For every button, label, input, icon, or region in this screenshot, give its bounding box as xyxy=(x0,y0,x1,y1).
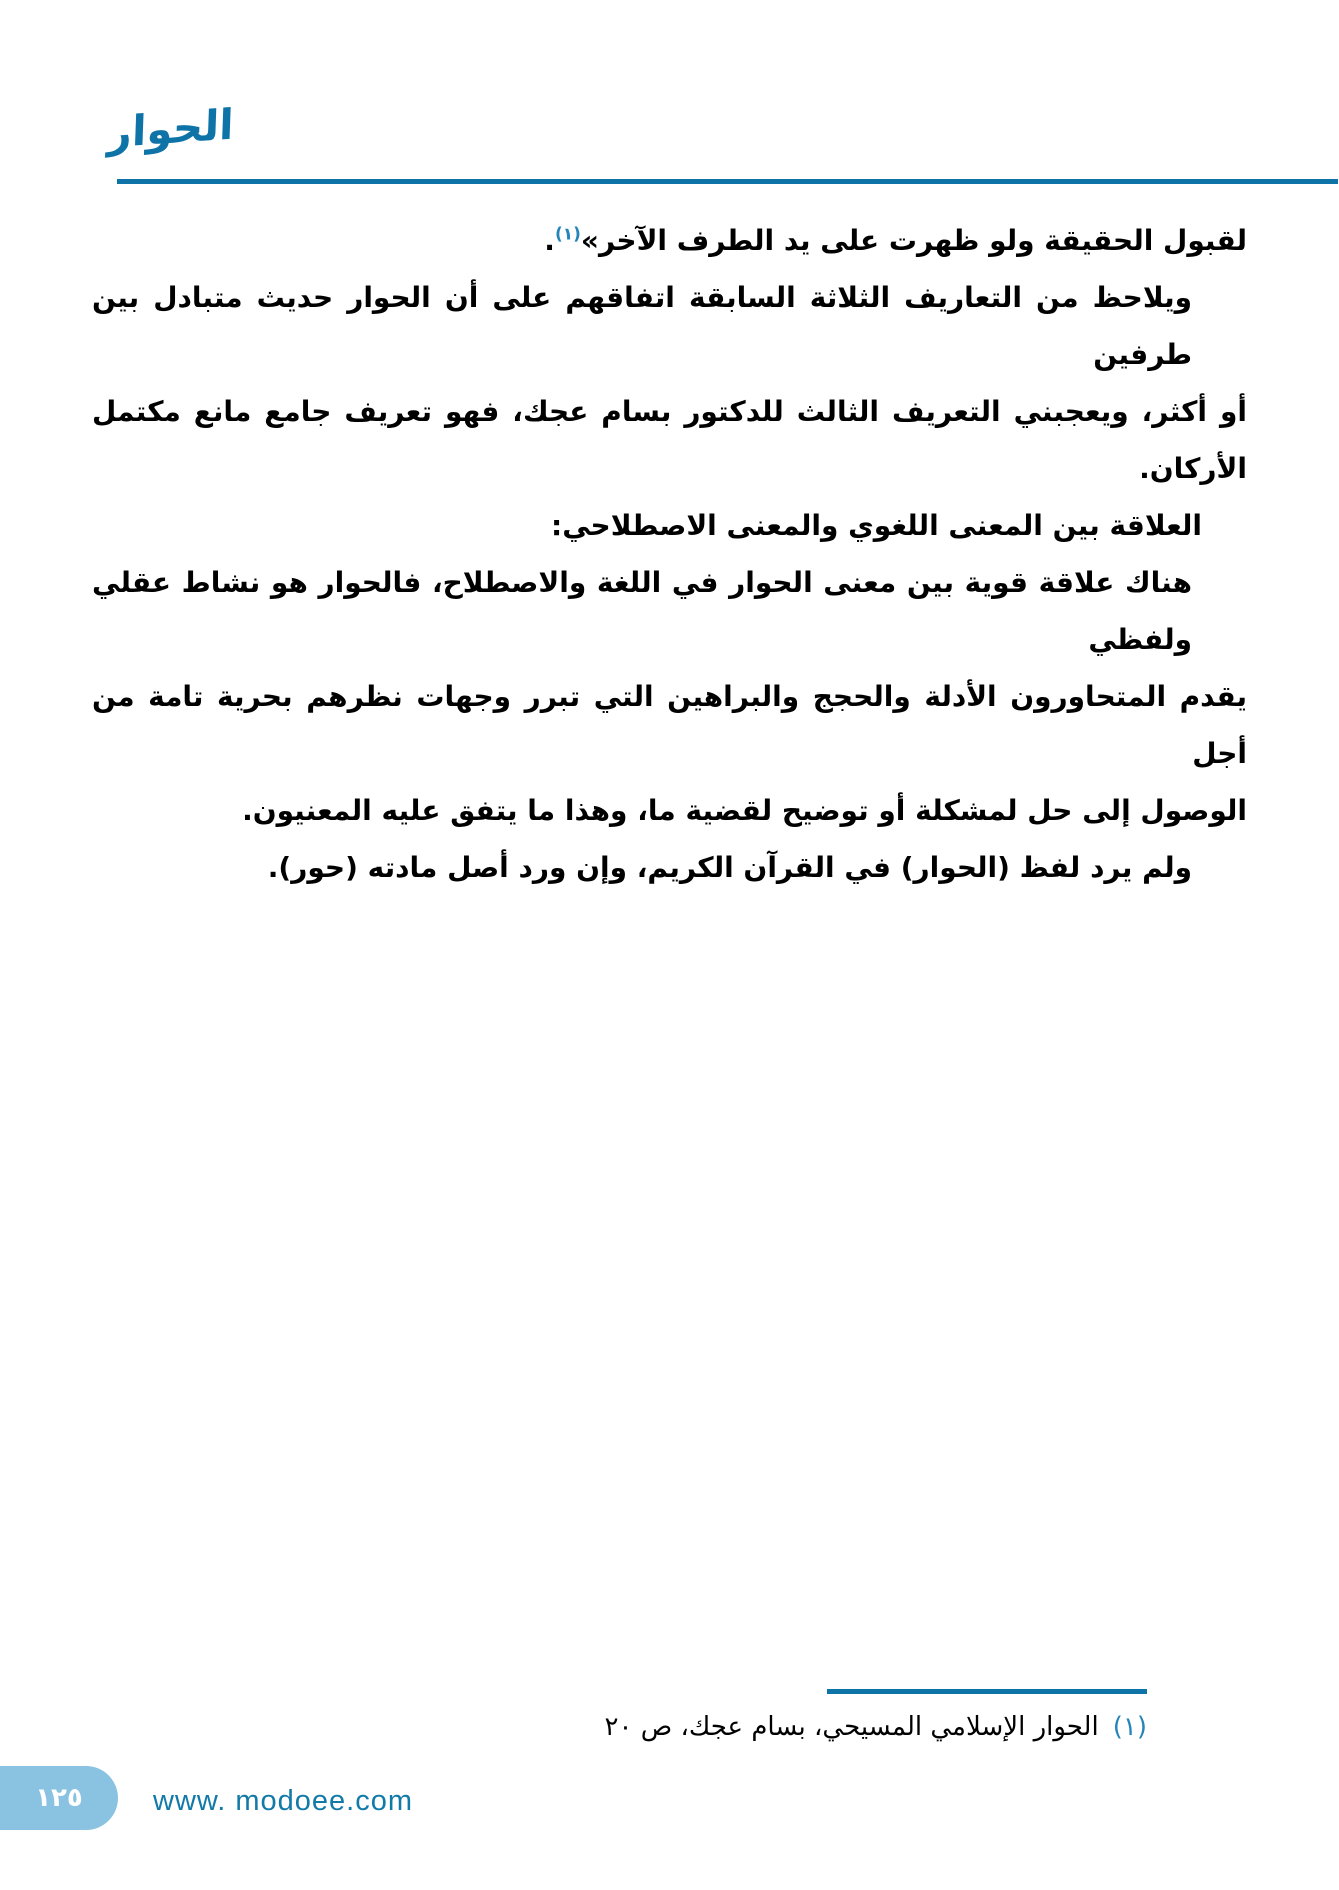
quote-end-period: . xyxy=(544,224,555,257)
footnote-text: الحوار الإسلامي المسيحي، بسام عجك، ص ٢٠ xyxy=(604,1712,1099,1742)
page-number: ١٢٥ xyxy=(35,1783,83,1813)
body-text-block xyxy=(92,212,1247,896)
paragraph2-line3: الوصول إلى حل لمشكلة أو توضيح لقضية ما، وهذا ما يتفق عليه المعنيون. xyxy=(242,794,1247,827)
website-url: www. modoee.com xyxy=(153,1785,413,1817)
chapter-calligraphy-logo: الحوار xyxy=(106,99,235,158)
footnote-reference-marker: (١) xyxy=(554,224,581,245)
quote-end-line xyxy=(92,212,1247,269)
paragraph3-line1: ولم يرد لفظ (الحوار) في القرآن الكريم، وإن ورد أصل مادته (حور). xyxy=(267,851,1192,884)
footnote xyxy=(605,1703,1147,1751)
quote-end-text: لقبول الحقيقة ولو ظهرت على يد الطرف الآخر» xyxy=(580,224,1247,257)
section-heading: العلاقة بين المعنى اللغوي والمعنى الاصطلاحي: xyxy=(551,509,1202,542)
paragraph1-line3: الأركان. xyxy=(1139,452,1247,485)
paragraph2-line1: هناك علاقة قوية بين معنى الحوار في اللغة والاصطلاح، فالحوار هو نشاط عقلي ولفظي xyxy=(92,566,1192,656)
paragraph1-line2: أو أكثر، ويعجبني التعريف الثالث للدكتور بسام عجك، فهو تعريف جامع مانع مكتمل xyxy=(92,395,1247,428)
paragraph2-line2: يقدم المتحاورون الأدلة والحجج والبراهين التي تبرر وجهات نظرهم بحرية تامة من أجل xyxy=(92,680,1247,770)
header-divider xyxy=(117,179,1338,184)
footnote-number: (١) xyxy=(1112,1712,1147,1742)
footnote-separator xyxy=(827,1689,1147,1694)
paragraph1-line1: ويلاحظ من التعاريف الثلاثة السابقة اتفاقهم على أن الحوار حديث متبادل بين طرفين xyxy=(92,281,1192,371)
page-number-pill xyxy=(0,1766,118,1830)
